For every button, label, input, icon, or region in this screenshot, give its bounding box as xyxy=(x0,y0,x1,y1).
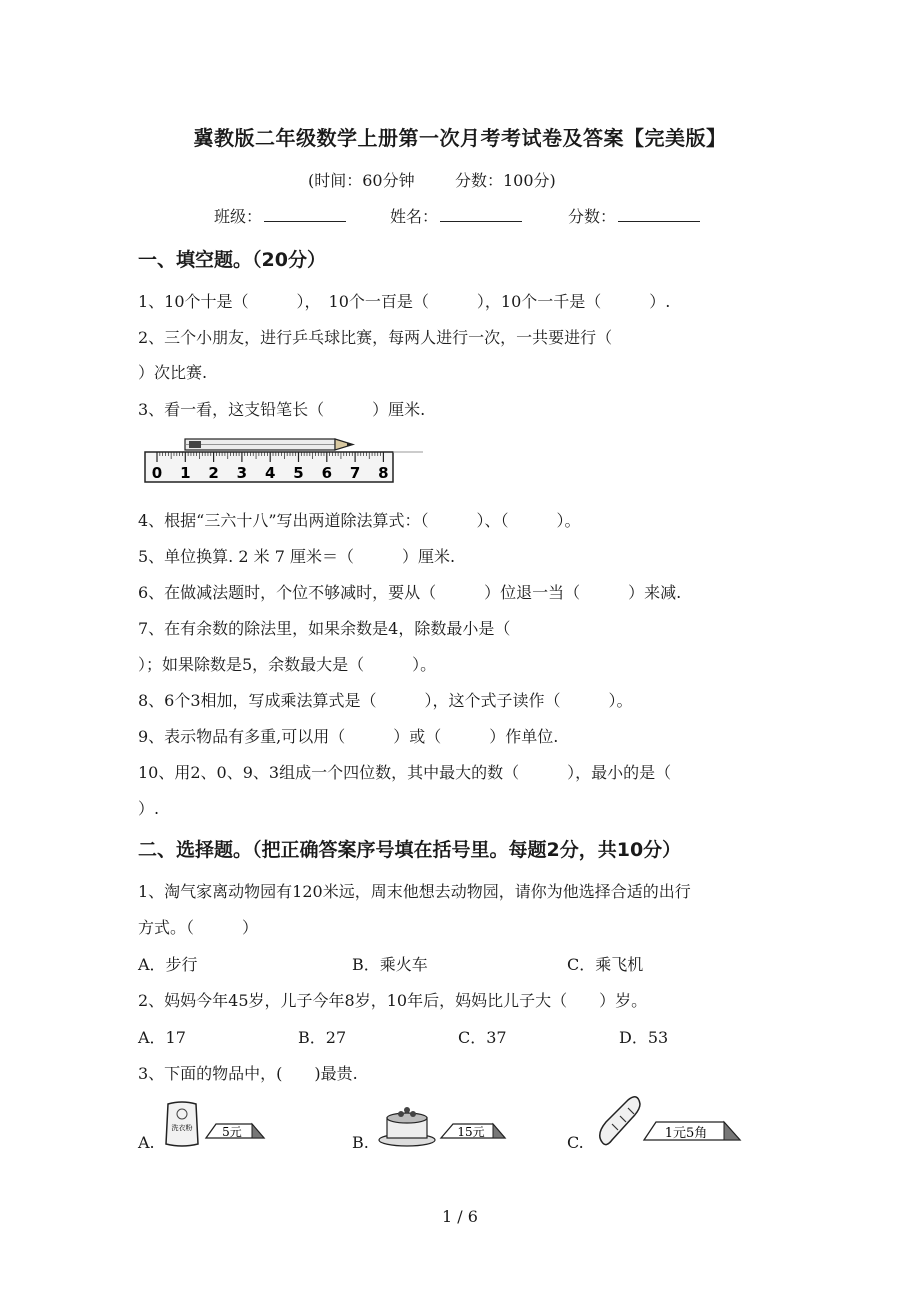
page-title: 冀教版二年级数学上册第一次月考考试卷及答案【完美版】 xyxy=(193,126,727,150)
detergent-bag-icon xyxy=(166,1102,198,1146)
choice-q1-option-b[interactable]: B．乘火车 xyxy=(352,955,428,974)
q3-fill: 3、看一看，这支铅笔长（ ）厘米. xyxy=(138,400,426,419)
class-field xyxy=(214,204,346,227)
name-field xyxy=(390,204,522,227)
choice-q3-option-a[interactable]: A. xyxy=(138,1133,155,1152)
q8-fill: 8、6个3相加，写成乘法算式是（ ），这个式子读作（ ）。 xyxy=(138,691,633,710)
q10-fill-line2: ）. xyxy=(138,799,160,818)
q9-fill: 9、表示物品有多重,可以用（ ）或（ ）作单位. xyxy=(138,727,559,746)
q10-fill-line1: 10、用2、0、9、3组成一个四位数，其中最大的数（ ），最小的是（ xyxy=(138,763,672,782)
choice-q1-option-a[interactable]: A．步行 xyxy=(138,955,198,974)
ruler-number: 6 xyxy=(321,464,333,482)
q1-fill: 1、10个十是（ ）， 10个一百是（ ），10个一千是（ ）. xyxy=(138,292,671,311)
exam-time: (时间：60分钟 xyxy=(308,171,415,190)
ruler-number: 8 xyxy=(378,464,389,482)
choice-q1-line2: 方式。（ ） xyxy=(138,918,259,937)
score-field xyxy=(568,204,700,227)
choice-q3: 3、下面的物品中，( )最贵. xyxy=(138,1064,358,1083)
choice-q2: 2、妈妈今年45岁，儿子今年8岁，10年后，妈妈比儿子大（ ）岁。 xyxy=(138,991,648,1010)
choice-q2-option-c[interactable]: C．37 xyxy=(458,1028,507,1047)
ruler-pencil-figure xyxy=(143,435,433,487)
ruler-number: 3 xyxy=(236,464,248,482)
price-a: 5元 xyxy=(222,1125,242,1139)
detergent-bag-item xyxy=(162,1100,266,1150)
class-blank[interactable] xyxy=(264,207,346,222)
score-label: 分数： xyxy=(568,207,617,226)
q4-fill: 4、根据“三六十八”写出两道除法算式：（ ）、（ ）。 xyxy=(138,511,581,530)
ruler-number: 0 xyxy=(151,464,163,482)
price-b: 15元 xyxy=(457,1125,485,1139)
name-blank[interactable] xyxy=(440,207,522,222)
choice-q2-option-a[interactable]: A．17 xyxy=(138,1028,186,1047)
page-number: 1 / 6 xyxy=(442,1207,478,1226)
price-tag-a xyxy=(206,1124,264,1139)
cake-item xyxy=(377,1100,509,1150)
bread-icon xyxy=(600,1097,640,1145)
section1-heading: 一、填空题。（20分） xyxy=(138,249,326,271)
choice-q1-line1: 1、淘气家离动物园有120米远，周末他想去动物园，请你为他选择合适的出行 xyxy=(138,882,691,901)
price-c: 1元5角 xyxy=(664,1126,708,1141)
choice-q2-option-d[interactable]: D．53 xyxy=(619,1028,669,1047)
q2-fill-line1: 2、三个小朋友，进行乒乓球比赛，每两人进行一次，一共要进行（ xyxy=(138,328,613,347)
name-label: 姓名： xyxy=(390,207,439,226)
q6-fill: 6、在做减法题时，个位不够减时，要从（ ）位退一当（ ）来减. xyxy=(138,583,682,602)
cake-icon xyxy=(379,1107,435,1146)
bread-item xyxy=(596,1094,742,1150)
detergent-bag-label: 洗衣粉 xyxy=(171,1124,193,1132)
q7-fill-line1: 7、在有余数的除法里，如果余数是4，除数最小是（ xyxy=(138,619,511,638)
class-label: 班级： xyxy=(214,207,263,226)
section2-heading: 二、选择题。（把正确答案序号填在括号里。每题2分，共10分） xyxy=(138,839,682,861)
choice-q2-option-b[interactable]: B．27 xyxy=(298,1028,347,1047)
ruler-number: 1 xyxy=(180,464,191,482)
ruler-number: 7 xyxy=(349,464,361,482)
q2-fill-line2: ）次比赛. xyxy=(138,363,208,382)
price-tag-c xyxy=(644,1122,740,1141)
ruler-number: 4 xyxy=(264,464,276,482)
ruler-number: 2 xyxy=(208,464,219,482)
pencil-icon xyxy=(185,439,353,450)
choice-q1-option-c[interactable]: C．乘飞机 xyxy=(567,955,644,974)
q5-fill: 5、单位换算. 2 米 7 厘米＝（ ）厘米. xyxy=(138,547,456,566)
q7-fill-line2: ）；如果除数是5，余数最大是（ ）。 xyxy=(138,655,437,674)
choice-q3-option-b[interactable]: B. xyxy=(352,1133,369,1152)
score-blank[interactable] xyxy=(618,207,700,222)
exam-total-score: 分数：100分) xyxy=(455,171,556,190)
ruler-number: 5 xyxy=(293,464,304,482)
price-tag-b xyxy=(441,1124,505,1139)
ruler-icon xyxy=(145,452,423,482)
choice-q3-option-c[interactable]: C. xyxy=(567,1133,584,1152)
